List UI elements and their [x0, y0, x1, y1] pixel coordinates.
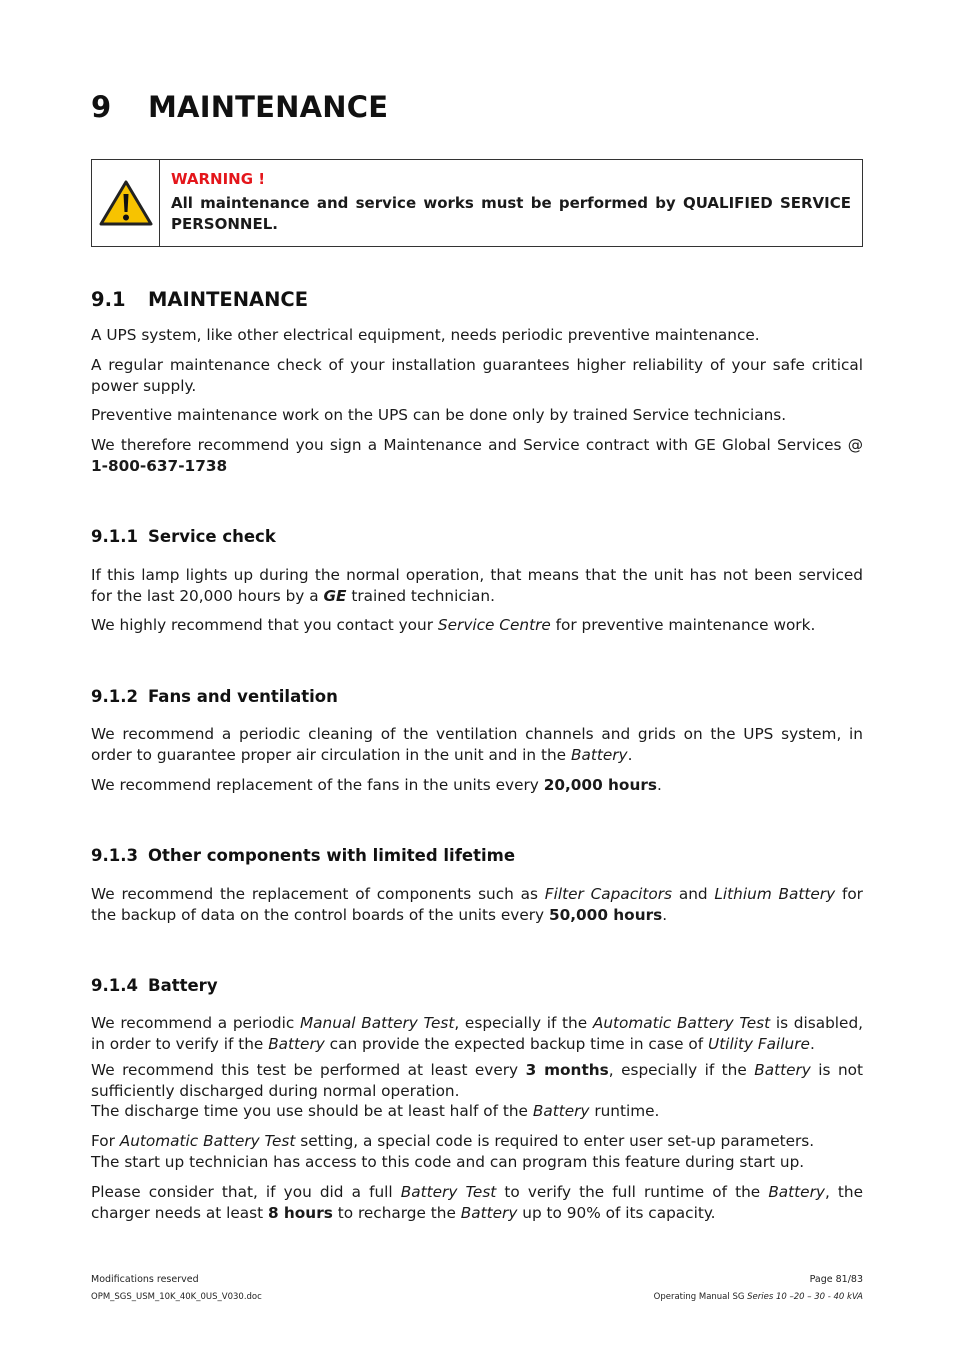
subsection-number: 9.1.1: [91, 527, 138, 546]
text-run: Series 10 –20 – 30 - 40 kVA: [747, 1292, 863, 1302]
subsection-heading-battery: [91, 976, 218, 995]
battery-paragraph-4: [91, 1182, 863, 1223]
text-run: We recommend a periodic: [91, 1014, 300, 1032]
text-run: Battery: [768, 1183, 825, 1201]
warning-box: [91, 159, 863, 247]
intro-paragraph-1: A UPS system, like other electrical equipment, needs periodic preventive maintenance.: [91, 326, 760, 344]
text-run: runtime.: [589, 1102, 660, 1120]
subsection-title: Other components with limited lifetime: [148, 846, 516, 865]
text-run: Operating Manual SG: [653, 1292, 748, 1302]
text-run: setting, a special code is required to enter user set-up parameters.: [295, 1132, 815, 1150]
intro-paragraph-2: A regular maintenance check of your installation guarantees higher reliability of your safe critical power supply.: [91, 356, 863, 395]
battery-paragraph-2: [91, 1060, 863, 1101]
text-run: .: [656, 776, 662, 794]
text-run: 8 hours: [267, 1203, 333, 1222]
text-run: trained technician.: [346, 586, 495, 605]
text-run: Automatic Battery Test: [592, 1014, 771, 1032]
text-run: Battery: [570, 745, 628, 764]
text-run: If this lamp lights up during the normal operation, that means that the unit has not been serviced for the last 20,000 hours by a: [91, 566, 863, 605]
text-run: is disabled, in order to verify if the: [91, 1014, 864, 1053]
footer-manual-title: [654, 1292, 863, 1302]
text-run: for the backup of data on the control boards of the units every: [91, 885, 863, 924]
text-run: We recommend the replacement of components such as: [91, 885, 545, 903]
warning-title: WARNING !: [171, 170, 266, 188]
text-run: Filter Capacitors: [544, 885, 673, 903]
intro-paragraph-3: Preventive maintenance work on the UPS can be done only by trained Service technicians.: [91, 406, 787, 424]
warning-triangle-icon: [98, 179, 154, 227]
subsection-number: 9.1.3: [91, 846, 138, 865]
text-run: Battery: [268, 1034, 325, 1053]
text-run: We recommend this test be performed at least every: [91, 1061, 526, 1079]
text-run: Battery: [754, 1061, 811, 1079]
section-number: 9.1: [91, 288, 126, 311]
footer-page-number: Page 81/83: [809, 1274, 863, 1285]
text-run: is not sufficiently discharged during normal operation.: [91, 1061, 863, 1100]
intro-contract-text: We therefore recommend you sign a Maintenance and Service contract with GE Global Services @: [91, 436, 863, 454]
text-run: .: [809, 1034, 815, 1053]
other-components-paragraph: [91, 884, 863, 925]
warning-text-cell: [160, 160, 862, 246]
subsection-heading-fans: [91, 687, 338, 706]
footer-filename: OPM_SGS_USM_10K_40K_0US_V030.doc: [91, 1292, 262, 1302]
text-run: The discharge time you use should be at least half of the: [91, 1102, 533, 1120]
text-run: We highly recommend that you contact your: [91, 616, 438, 634]
text-run: to verify the full runtime of the: [496, 1183, 769, 1201]
text-run: Please consider that, if you did a full: [91, 1183, 401, 1201]
footer-modifications: Modifications reserved: [91, 1274, 199, 1285]
text-run: 3 months: [525, 1061, 609, 1079]
subsection-number: 9.1.4: [91, 976, 138, 995]
section-title: MAINTENANCE: [148, 288, 309, 311]
text-run: We recommend a periodic cleaning of the ventilation channels and grids on the UPS system, in order to guarantee proper air circulation in the unit and in the: [91, 725, 863, 764]
phone-number: 1-800-637-1738: [91, 456, 228, 475]
warning-text: All maintenance and service works must be performed by QUALIFIED SERVICE PERSONNEL.: [171, 194, 851, 233]
text-run: 20,000 hours: [543, 776, 657, 794]
text-run: .: [627, 745, 633, 764]
chapter-title: MAINTENANCE: [148, 90, 389, 124]
subsection-title: Fans and ventilation: [148, 687, 338, 706]
text-run: for preventive maintenance work.: [550, 616, 816, 634]
subsection-title: Service check: [148, 527, 276, 546]
text-run: 50,000 hours: [548, 905, 663, 924]
ge-brand-text: GE: [323, 586, 347, 605]
subsection-heading-other-components: [91, 846, 515, 865]
warning-icon-cell: [92, 160, 160, 246]
fans-paragraph-1: [91, 724, 863, 765]
text-run: Lithium Battery: [714, 885, 836, 903]
text-run: Service Centre: [437, 616, 551, 634]
text-run: , especially if the: [454, 1014, 593, 1032]
battery-paragraph-3-line-2: The start up technician has access to this code and can program this feature during start up.: [91, 1153, 805, 1171]
text-run: For: [91, 1132, 120, 1150]
text-run: Automatic Battery Test: [119, 1132, 296, 1150]
text-run: Utility Failure: [708, 1034, 810, 1053]
text-run: We recommend replacement of the fans in the units every: [91, 776, 544, 794]
battery-paragraph-1: [91, 1013, 863, 1054]
subsection-heading-service-check: [91, 527, 276, 546]
battery-paragraph-3: [91, 1131, 863, 1152]
text-run: up to 90% of its capacity.: [517, 1203, 716, 1222]
text-run: Battery Test: [400, 1183, 497, 1201]
battery-paragraph-2-line-2: [91, 1101, 863, 1122]
fans-paragraph-2: [91, 775, 863, 796]
text-run: , the charger needs at least: [91, 1183, 863, 1222]
text-run: , especially if the: [608, 1061, 755, 1079]
text-run: Manual Battery Test: [299, 1014, 455, 1032]
text-run: can provide the expected backup time in case of: [324, 1034, 709, 1053]
service-check-paragraph-2: [91, 615, 863, 636]
text-run: Battery: [460, 1203, 518, 1222]
section-heading: [91, 288, 308, 311]
chapter-number: 9: [91, 90, 112, 124]
subsection-title: Battery: [148, 976, 218, 995]
text-run: to recharge the: [332, 1203, 461, 1222]
intro-paragraph-4: [91, 435, 863, 476]
service-check-paragraph-1: [91, 565, 863, 606]
text-run: and: [672, 885, 715, 903]
subsection-number: 9.1.2: [91, 687, 138, 706]
text-run: .: [662, 905, 668, 924]
chapter-heading: [91, 90, 388, 124]
text-run: Battery: [532, 1102, 590, 1120]
